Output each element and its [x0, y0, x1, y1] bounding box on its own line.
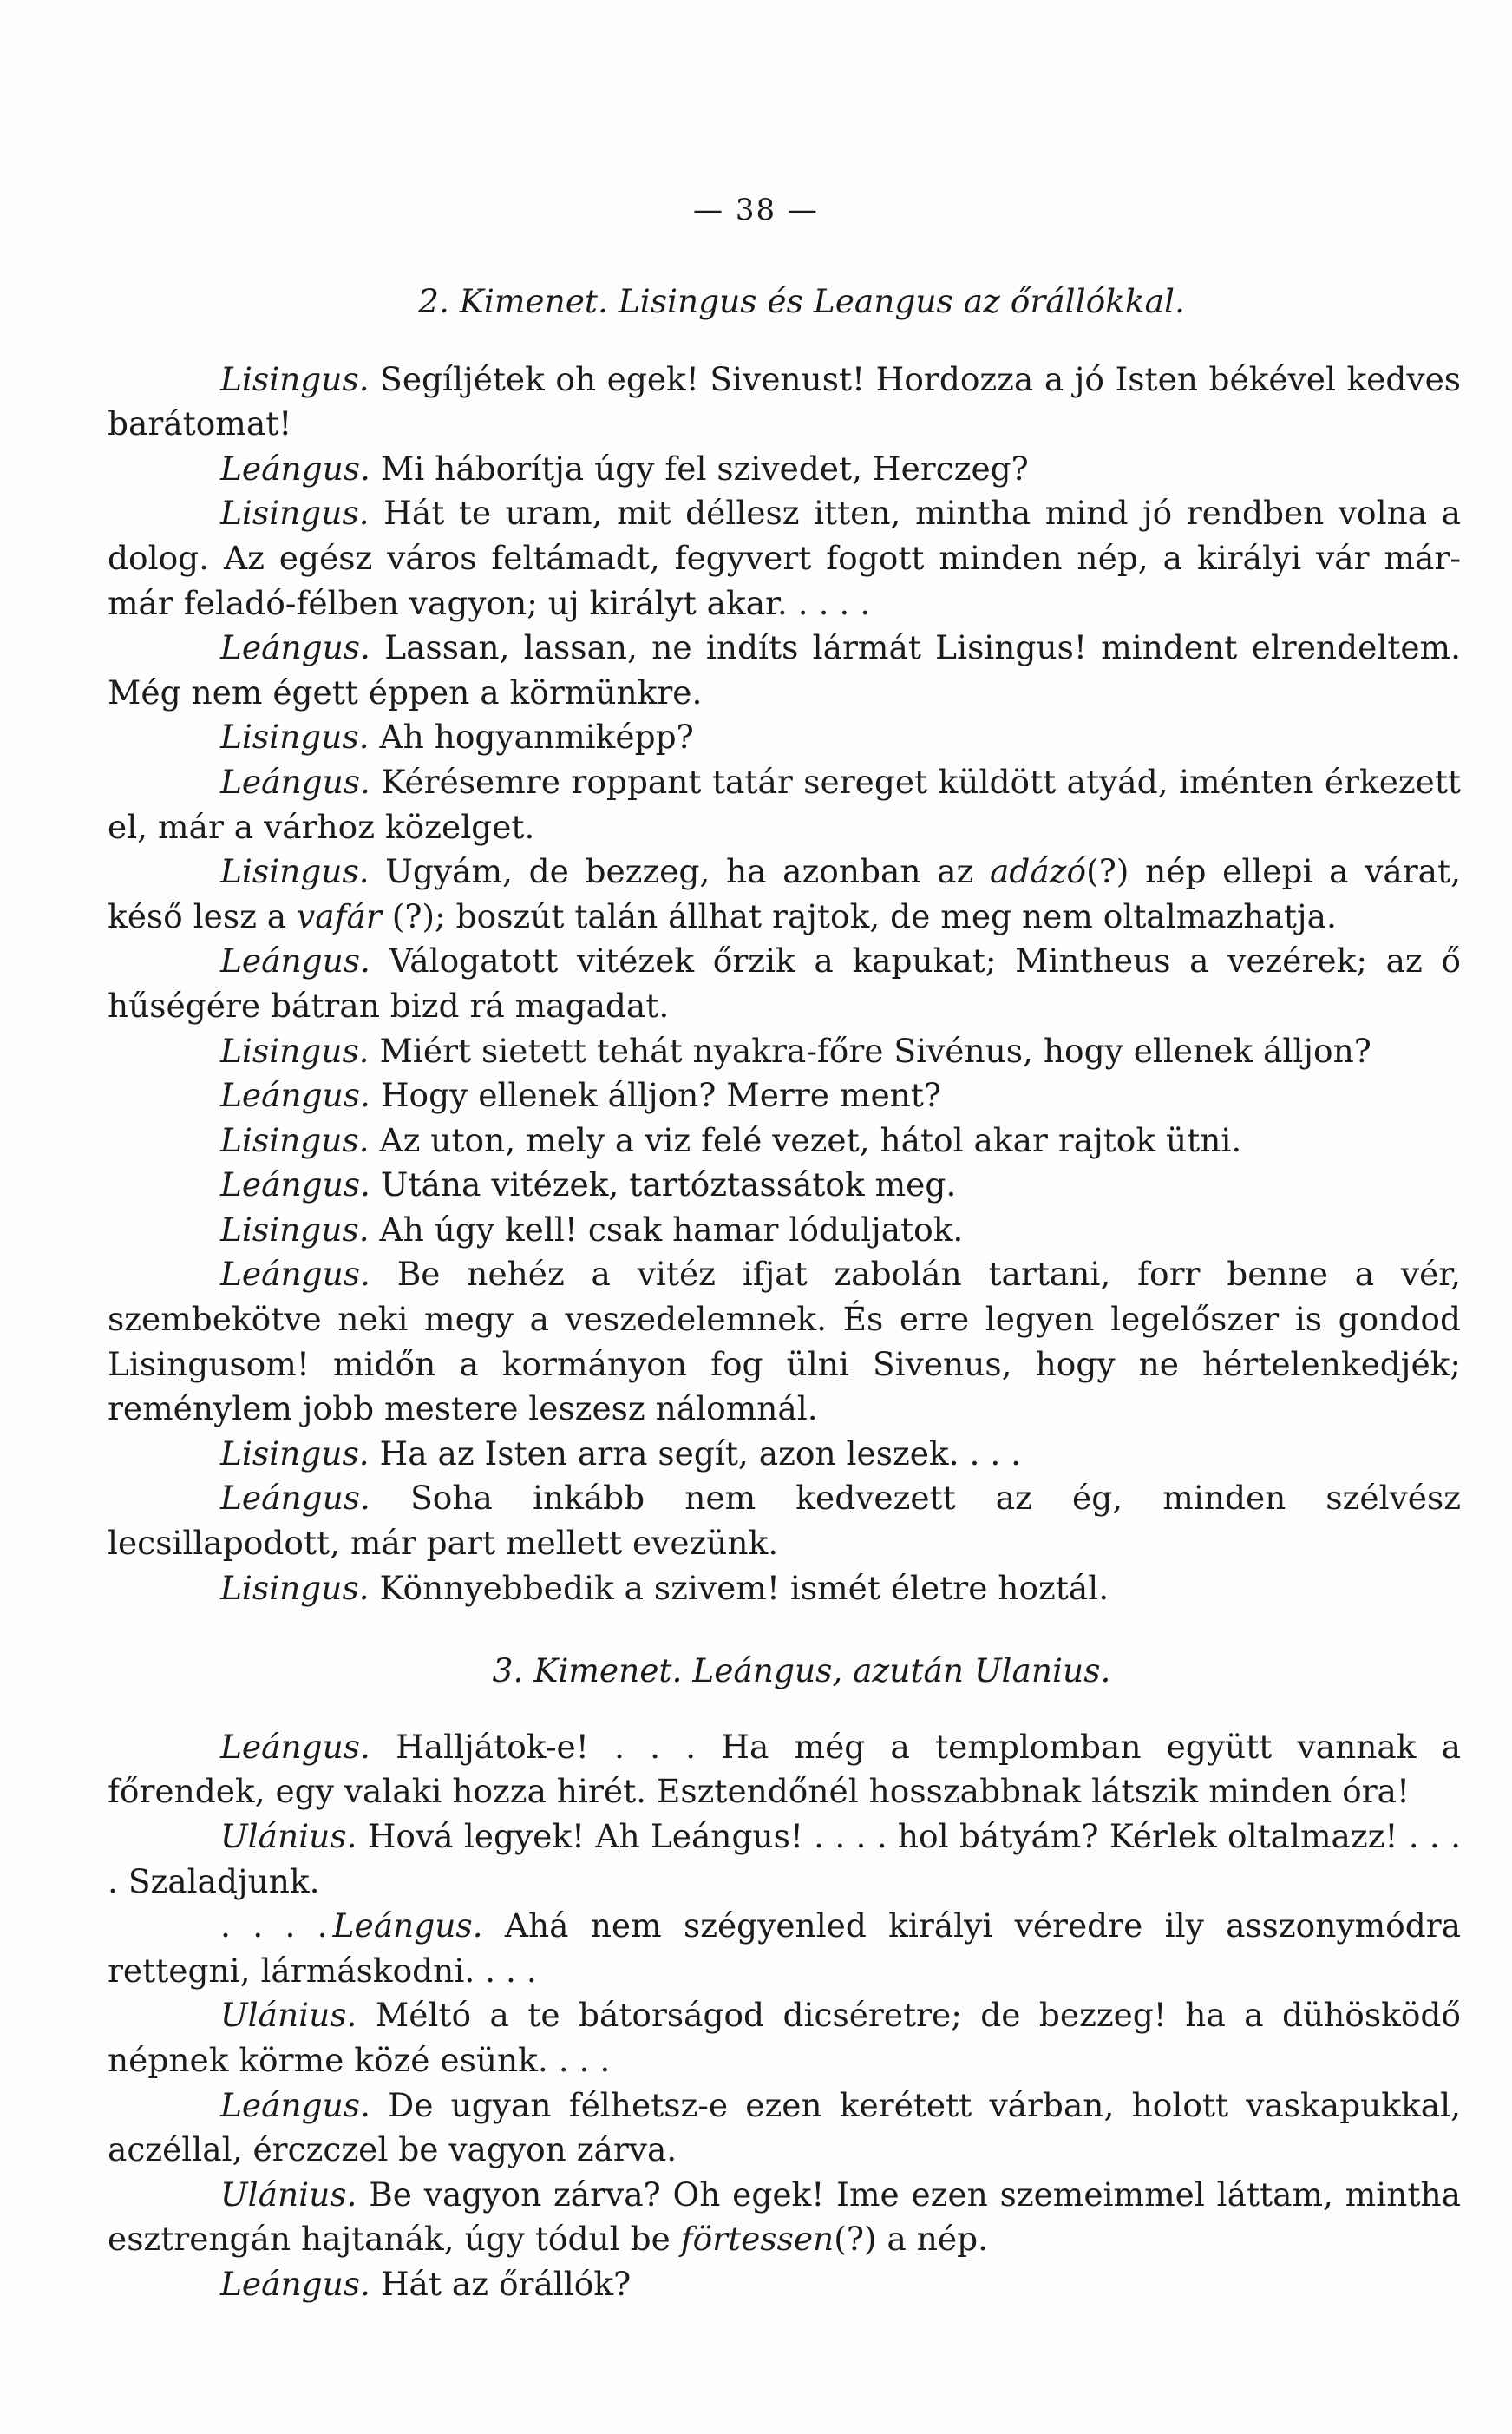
speech-text: Hová legyek! Ah Leángus! . . . . hol bátyám? Kérlek oltalmazz! . . . . Szaladjunk.	[108, 1817, 1462, 1900]
speech	[108, 1029, 1461, 1074]
speaker-name: Ulánius.	[220, 1996, 357, 2035]
speech	[108, 1993, 1461, 2083]
speech-text: Soha inkább nem kedvezett az ég, minden szélvész lecsillapodott, már part mellett evezünk.	[108, 1479, 1461, 1563]
speech	[108, 1476, 1461, 1565]
speaker-name: Lisingus.	[220, 1568, 370, 1607]
speech	[108, 939, 1461, 1028]
speech	[108, 491, 1461, 626]
speech-text: Miért sietett tehát nyakra-főre Sivénus, hogy ellenek álljon?	[379, 1031, 1371, 1070]
speech	[108, 1725, 1461, 1814]
speech	[108, 1566, 1461, 1611]
speech-text: Hát te uram, mit déllesz itten, mintha mind jó rendben volna a dolog. Az egész város feltámadt, fegyvert fogott minden nép, a királyi vár már-már feladó-félben vagyon; uj királyt akar. . . . .	[108, 494, 1461, 622]
speech-italic-word: förtessen	[680, 2220, 835, 2259]
speech-text: Mi háborítja úgy fel szivedet, Herczeg?	[380, 449, 1029, 488]
speaker-name: Lisingus.	[220, 494, 370, 533]
speech-text: Ah hogyanmiképp?	[379, 718, 694, 757]
speech-italic-word: adázó	[990, 852, 1087, 891]
speech	[108, 1904, 1461, 1993]
speech-prefix: . . . .	[220, 1906, 328, 1945]
speaker-name: Leángus.	[220, 1727, 370, 1766]
speaker-name: Leángus.	[220, 1479, 370, 1518]
speaker-name: Lisingus.	[220, 1120, 370, 1159]
speech-text: Méltó a te bátorságod dicséretre; de bezzeg! ha a dühösködő népnek körme közé esünk. . . .	[108, 1996, 1462, 2079]
page-number: — 38 —	[693, 193, 819, 227]
speech	[108, 2083, 1461, 2173]
speech-text: (?) nép ellepi a várat, késő lesz a	[108, 852, 1462, 935]
speaker-name: Leángus.	[220, 941, 370, 981]
speech-text: Ha az Isten arra segít, azon leszek. . . .	[379, 1434, 1022, 1473]
speech-text: Hogy ellenek álljon? Merre ment?	[380, 1076, 941, 1115]
speech	[108, 1073, 1461, 1119]
speaker-name: Lisingus.	[220, 1031, 370, 1070]
speech-text: Válogatott vitézek őrzik a kapukat; Mintheus a vezérek; az ő hűségére bátran bizd rá magadat.	[108, 941, 1461, 1025]
speaker-name: Ulánius.	[220, 1817, 357, 1855]
scene-heading: 3. Kimenet. Leángus, azután Ulanius.	[492, 1651, 1111, 1690]
speech	[108, 760, 1461, 850]
speech-text: Lassan, lassan, ne indíts lármát Lisingus! mindent elrendeltem. Még nem égett éppen a körmünkre.	[108, 628, 1462, 712]
speech-text: De ugyan félhetsz-e ezen kerétett várban, holott vaskapukkal, aczéllal, érczczel be vagyon zárva.	[108, 2085, 1461, 2169]
speaker-name: Leángus.	[220, 449, 370, 488]
speech-text: Be vagyon zárva? Oh egek! Ime ezen szemeimmel láttam, mintha esztrengán hajtanák, úgy tódul be	[108, 2175, 1462, 2259]
speech	[108, 1163, 1461, 1208]
speech	[108, 715, 1461, 760]
speaker-name: Leángus.	[220, 1076, 370, 1115]
speech	[108, 2262, 1461, 2307]
speech-text: Ugyám, de bezzeg, ha azonban az	[385, 852, 974, 891]
speaker-name: Lisingus.	[220, 1434, 370, 1473]
speaker-name: Leángus.	[220, 762, 370, 801]
speaker-name: Leángus.	[220, 1165, 370, 1204]
speech-text: Be nehéz a vitéz ifjat zabolán tartani, forr benne a vér, szembekötve neki megy a veszedelemnek. És erre legyen legelőszer is gondod Lisingusom! midőn a kormányon fog ülni Sivenus, hogy ne hértelenkedjék; reménylem jobb mestere leszesz nálomnál.	[108, 1255, 1461, 1428]
speech	[108, 626, 1461, 715]
speech-text: Segíljétek oh egek! Sivenust! Hordozza a jó Isten békével kedves barátomat!	[108, 359, 1462, 443]
speech-text: Kérésemre roppant tatár sereget küldött atyád, iménten érkezett el, már a várhoz közelget.	[108, 762, 1461, 846]
speaker-name: Lisingus.	[220, 852, 370, 891]
speaker-name: Leángus.	[220, 1255, 370, 1294]
speech-text: Ahá nem szégyenled királyi véredre ily asszonymódra rettegni, lármáskodni. . . .	[108, 1906, 1462, 1990]
speech-text: (?); boszút talán állhat rajtok, de meg nem oltalmazhatja.	[391, 896, 1337, 935]
speaker-name: Lisingus.	[220, 1210, 370, 1249]
speech-italic-word: vafár	[297, 896, 382, 935]
speaker-name: Leángus.	[220, 628, 370, 667]
speech-text: Az uton, mely a viz felé vezet, hátol akar rajtok ütni.	[379, 1120, 1242, 1159]
speech	[108, 447, 1461, 492]
speech	[108, 1119, 1461, 1164]
speaker-name: Leángus.	[332, 1906, 483, 1945]
speaker-name: Ulánius.	[220, 2175, 357, 2214]
speech	[108, 1432, 1461, 1477]
speech-text: Utána vitézek, tartóztassátok meg.	[380, 1165, 957, 1204]
speech	[108, 850, 1461, 939]
scene-heading: 2. Kimenet. Lisingus és Leangus az őrállókkal.	[418, 282, 1185, 320]
speaker-name: Leángus.	[220, 2264, 370, 2303]
speech	[108, 2173, 1461, 2262]
speech	[108, 1208, 1461, 1253]
speech-text: (?) a nép.	[834, 2220, 989, 2259]
speech	[108, 1252, 1461, 1431]
text-column	[108, 279, 1461, 2307]
speech	[108, 358, 1461, 447]
speech-text: Hát az őrállók?	[380, 2264, 632, 2303]
speaker-name: Lisingus.	[220, 718, 370, 757]
speaker-name: Leángus.	[220, 2085, 370, 2124]
speech	[108, 1814, 1461, 1904]
speech-text: Könnyebbedik a szivem! ismét életre hoztál.	[379, 1568, 1109, 1607]
speech-text: Halljátok-e! . . . Ha még a templomban együtt vannak a főrendek, egy valaki hozza hirét. Esztendőnél hosszabbnak látszik minden óra!	[108, 1727, 1461, 1811]
speech-text: Ah úgy kell! csak hamar lóduljatok.	[379, 1210, 964, 1249]
speaker-name: Lisingus.	[220, 359, 370, 398]
